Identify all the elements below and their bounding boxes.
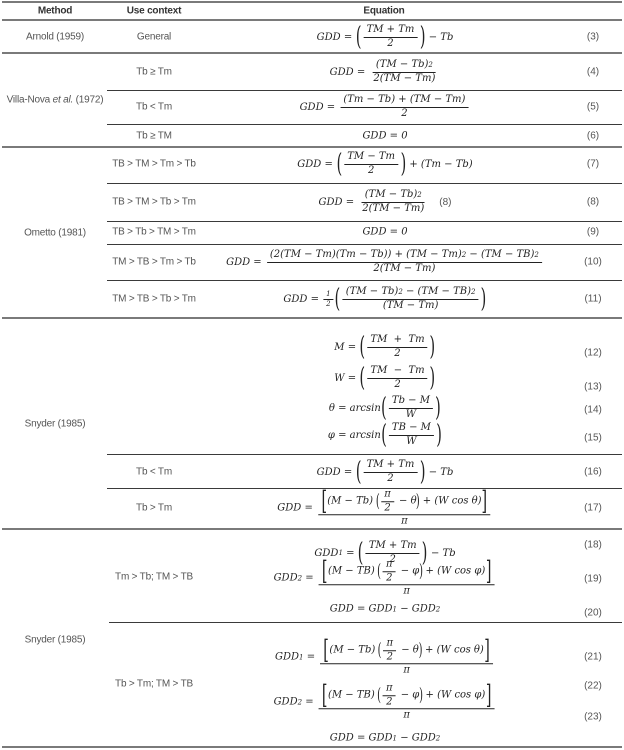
equation-number: (19) (584, 573, 602, 585)
math-text: π (385, 558, 393, 570)
equation (334, 365, 435, 391)
fraction-denominator (391, 348, 403, 361)
superscript: 2 (461, 250, 467, 259)
math-text: 2 (394, 347, 401, 359)
open-bracket: [ (321, 486, 327, 517)
equation-number: (9) (586, 226, 600, 238)
math-text: W (406, 435, 417, 447)
math-text: (M − TB) (327, 565, 378, 576)
use-context: Tb ≥ Tm (136, 66, 172, 78)
fraction (344, 151, 398, 177)
math-text: π (403, 709, 410, 721)
math-text: = (302, 572, 317, 584)
equation (226, 249, 544, 275)
math-text: TM + Tm (368, 540, 417, 551)
equation (297, 151, 472, 177)
open-bracket: ( (357, 538, 364, 568)
fraction (383, 637, 396, 663)
close-bracket: ) (480, 284, 487, 314)
fraction-numerator (381, 488, 394, 502)
math-text: 2 (386, 571, 393, 583)
math-text: − (TM − TB) (402, 286, 471, 297)
use-context: TM > TB > Tb > Tm (112, 293, 196, 305)
row-rule (2, 528, 622, 530)
equation-number: (22) (584, 680, 602, 692)
open-bracket: ( (336, 149, 342, 179)
subscript: 2 (435, 605, 441, 613)
math-text: 2 (401, 107, 408, 119)
math-text: = (303, 651, 319, 663)
math-text: φ = arcsin (327, 429, 381, 441)
fraction-numerator (383, 558, 396, 572)
math-text: 2 (389, 553, 396, 565)
row-rule (2, 317, 622, 319)
subrow-rule (109, 622, 622, 623)
math-text: 2(TM − Tm) (373, 262, 436, 274)
fraction-denominator (384, 473, 396, 486)
fraction-denominator (383, 572, 395, 585)
bracket-group (355, 459, 425, 485)
math-text: GDD (275, 651, 300, 663)
fraction (364, 24, 418, 50)
equation-number: (18) (584, 539, 602, 551)
equation (300, 94, 471, 120)
method-villa-nova-year: (1972) (73, 94, 104, 106)
bracket-group (359, 365, 435, 391)
bracket-group (335, 286, 487, 312)
math-text: TM + Tm (370, 334, 425, 345)
math-text: GDD = (329, 66, 369, 78)
equation-number: (5) (586, 101, 600, 113)
superscript: 2 (534, 250, 539, 259)
method-ometto: Ometto (1981) (24, 227, 86, 239)
math-text: TB − M (391, 422, 431, 433)
equation-number: (6) (586, 130, 600, 142)
fraction-numerator (343, 286, 479, 300)
fraction-denominator (323, 300, 333, 309)
open-bracket: ( (381, 420, 387, 450)
open-bracket: [ (323, 635, 330, 666)
fraction (389, 395, 433, 421)
math-text: TM + Tm (366, 24, 415, 35)
use-context: Tb < Tm (136, 101, 172, 113)
equation-number: (11) (584, 293, 602, 305)
math-text: TM − Tm (347, 151, 396, 162)
close-bracket: ) (418, 684, 423, 706)
bracket-group (322, 680, 492, 711)
superscript: 2 (428, 60, 433, 69)
row-rule (2, 146, 622, 148)
close-bracket: ) (429, 332, 436, 362)
math-text: 2(TM − Tm) (373, 72, 436, 84)
close-bracket: ) (416, 490, 421, 512)
header-rule (2, 19, 622, 21)
bracket-group (323, 635, 490, 666)
math-text: (2(TM − Tm)(Tm − Tb)) + (TM − Tm) (269, 249, 462, 260)
math-text: = (302, 696, 317, 708)
fraction-denominator (383, 696, 395, 709)
math-text: GDD = (316, 466, 356, 478)
use-context: Tb > Tm (136, 502, 172, 514)
table-bottom-rule (2, 746, 622, 748)
math-text: − Tb (425, 466, 454, 478)
equation (317, 459, 454, 485)
math-text: GDD (314, 547, 339, 559)
math-text: π (385, 682, 393, 694)
math-text: 2 (387, 472, 394, 484)
fraction-denominator (381, 502, 393, 515)
math-text: TM + Tm (366, 459, 415, 470)
math-text: (M − Tb) (329, 644, 379, 655)
math-text: − (TM − TB) (466, 249, 535, 260)
fraction (367, 365, 427, 391)
equation (334, 334, 435, 360)
math-text: π (386, 637, 394, 649)
equation-number: (8) (586, 196, 600, 208)
math-text: + (Tm − Tb) (406, 158, 473, 170)
fraction (364, 459, 418, 485)
method-snyder: Snyder (1985) (24, 634, 86, 646)
fraction-denominator (384, 651, 396, 664)
fraction (383, 558, 396, 584)
math-text: GDD = (277, 502, 317, 514)
fraction-denominator (403, 409, 419, 422)
math-text: (TM − Tb) (375, 59, 429, 70)
subrow-rule (107, 183, 622, 184)
superscript: 2 (398, 287, 403, 296)
open-bracket: ( (359, 363, 366, 393)
math-text: 1 (326, 289, 331, 298)
math-text: GDD (273, 696, 298, 708)
fraction-denominator (370, 73, 438, 86)
math-text: GDD = (226, 256, 265, 268)
math-text: (M − Tb) (327, 495, 377, 506)
open-bracket: [ (322, 556, 328, 587)
fraction-numerator (367, 334, 427, 348)
header-equation: Equation (363, 5, 405, 17)
math-text: π (384, 488, 391, 500)
open-bracket: ( (355, 22, 362, 52)
equation (275, 637, 495, 677)
math-text: + (W cos φ) (422, 565, 486, 576)
math-text: (TM − Tb) (345, 286, 399, 297)
math-text: − θ (398, 644, 419, 655)
math-text: − φ (397, 689, 420, 700)
subrow-rule (107, 454, 622, 455)
method-snyder: Snyder (1985) (24, 418, 86, 430)
math-text: − GDD (397, 603, 436, 615)
math-text: GDD (273, 572, 298, 584)
equation-number: (16) (584, 466, 602, 478)
fraction (267, 249, 542, 275)
math-text: 2 (386, 695, 393, 707)
math-text: GDD = 0 (362, 130, 408, 142)
equation-number: (4) (586, 66, 600, 78)
fraction-denominator (359, 203, 427, 216)
equation (329, 395, 441, 421)
bracket-group (321, 486, 488, 517)
equation (283, 286, 486, 312)
equation (274, 558, 497, 598)
equation-number: (15) (584, 432, 602, 444)
table-top-rule (2, 1, 622, 3)
math-text: W (405, 408, 417, 420)
bracket-group (381, 422, 442, 448)
math-text: (TM − Tm) (382, 299, 439, 311)
use-context: Tb > Tm; TM > TB (115, 678, 193, 690)
open-bracket: ( (377, 560, 382, 582)
subrow-rule (107, 90, 622, 91)
fraction (370, 59, 438, 85)
open-bracket: ( (377, 684, 382, 706)
math-text: TM − Tm (370, 365, 425, 376)
fraction-numerator (320, 637, 493, 664)
fraction-numerator (383, 637, 396, 651)
close-bracket: ] (484, 635, 490, 666)
fraction-numerator (267, 249, 542, 263)
fraction (383, 682, 396, 708)
math-text: + (W cos θ) (421, 644, 484, 655)
subscript: 2 (297, 574, 303, 582)
fraction-numerator (318, 488, 491, 515)
math-text: = (342, 547, 358, 559)
subscript: 1 (392, 605, 398, 613)
open-bracket: ( (334, 284, 341, 314)
fraction-numerator (319, 558, 495, 585)
math-text: 2 (367, 164, 375, 176)
math-text: 2 (384, 501, 391, 513)
header-use-context: Use context (126, 5, 182, 17)
subrow-rule (107, 244, 622, 245)
math-text: 2 (394, 378, 401, 390)
equation-number: (20) (584, 607, 602, 619)
method-villa-nova (7, 95, 104, 106)
use-context: General (136, 31, 172, 43)
close-bracket: ) (429, 363, 436, 393)
use-context: TB > TM > Tm > Tb (112, 158, 196, 170)
bracket-group (378, 637, 421, 663)
fraction (343, 286, 479, 312)
open-bracket: ( (359, 332, 366, 362)
close-bracket: ) (419, 457, 426, 487)
bracket-group (336, 151, 406, 177)
equation-number: (14) (584, 404, 602, 416)
equation (328, 422, 442, 448)
close-bracket: ) (421, 538, 428, 568)
math-text: 2 (387, 37, 394, 49)
equation (330, 733, 441, 744)
bracket-group (381, 395, 441, 421)
open-bracket: ( (355, 457, 362, 487)
equation (274, 682, 497, 722)
fraction-numerator (319, 682, 495, 709)
subscript: 1 (338, 549, 343, 557)
fraction-numerator (364, 24, 418, 38)
equation (362, 227, 407, 238)
fraction-numerator (344, 151, 398, 165)
math-text: (Tm − Tb) + (TM − Tm) (343, 94, 466, 105)
fraction (323, 290, 333, 309)
fraction (367, 334, 427, 360)
fraction-numerator (364, 459, 418, 473)
open-bracket: ( (381, 393, 387, 423)
close-bracket: ] (485, 556, 492, 587)
method-villa-nova-name: Villa-Nova (6, 94, 53, 106)
use-context: Tm > Tb; TM > TB (115, 571, 193, 583)
equation (319, 189, 452, 215)
bracket-group (322, 556, 492, 587)
math-text: θ = arcsin (328, 402, 381, 414)
fraction-numerator (366, 540, 420, 554)
header-method: Method (37, 5, 73, 17)
math-text: − φ (397, 565, 420, 576)
fraction (320, 637, 493, 677)
equation-number: (10) (584, 256, 602, 268)
close-bracket: ) (400, 149, 406, 179)
math-text: Tb − M (391, 395, 430, 406)
equation (277, 488, 492, 528)
close-bracket: ] (485, 680, 492, 711)
math-text: 2 (386, 650, 393, 662)
close-bracket: ] (481, 486, 488, 517)
fraction-denominator (398, 108, 410, 121)
bracket-group (355, 24, 425, 50)
equation (362, 131, 407, 142)
subscript: 1 (392, 734, 398, 742)
math-text: GDD = (316, 31, 356, 43)
bracket-group (378, 558, 422, 584)
math-text: GDD = (318, 196, 358, 208)
fraction-denominator (400, 709, 413, 722)
equation-number: (17) (584, 502, 602, 514)
close-bracket: ) (418, 639, 423, 661)
fraction (359, 189, 427, 215)
equation-number: (21) (584, 651, 602, 663)
fraction-numerator (362, 189, 425, 203)
equation (330, 604, 441, 615)
fraction-denominator (391, 379, 403, 392)
math-text: GDD = (283, 293, 323, 305)
math-text: − Tb (425, 31, 454, 43)
equation-number: (7) (586, 158, 600, 170)
math-text: 2(TM − Tm) (362, 202, 425, 214)
fraction-numerator (323, 290, 333, 300)
math-text: 2 (326, 299, 331, 308)
subscript: 2 (435, 734, 441, 742)
math-text: GDD = 0 (362, 226, 408, 238)
close-bracket: ) (419, 22, 426, 52)
equation (330, 59, 441, 85)
fraction-denominator (398, 515, 411, 528)
math-text: GDD = (297, 158, 337, 170)
fraction-denominator (400, 664, 413, 677)
equation-number: (23) (584, 711, 602, 723)
math-text: GDD = (299, 101, 339, 113)
method-arnold: Arnold (1959) (26, 31, 84, 43)
fraction (319, 558, 495, 598)
math-text: (M − TB) (327, 689, 378, 700)
open-bracket: [ (322, 680, 328, 711)
use-context: TB > Tb > TM > Tm (112, 226, 196, 238)
bracket-group (359, 334, 435, 360)
equation-number: (3) (586, 31, 600, 43)
fraction-numerator (373, 59, 436, 73)
fraction-numerator (389, 395, 433, 409)
fraction-denominator (370, 263, 438, 276)
fraction-numerator (389, 422, 434, 436)
method-villa-nova-etal: et al. (52, 94, 74, 106)
math-text: π (403, 585, 410, 597)
bracket-group (378, 682, 422, 708)
fraction-denominator (400, 585, 413, 598)
subrow-rule (107, 280, 622, 281)
math-text: GDD = GDD (329, 732, 393, 744)
fraction-numerator (383, 682, 396, 696)
superscript: 2 (417, 190, 422, 199)
math-text: GDD = GDD (329, 603, 393, 615)
math-text: M = (334, 341, 360, 353)
math-text: − Tb (427, 547, 456, 559)
close-bracket: ) (435, 393, 441, 423)
fraction-denominator (365, 165, 377, 178)
open-bracket: ( (378, 639, 382, 661)
row-rule (2, 52, 622, 54)
fraction (389, 422, 434, 448)
subrow-rule (107, 124, 622, 125)
fraction-denominator (403, 436, 419, 449)
math-text: + (W cos φ) (422, 689, 486, 700)
fraction (319, 682, 495, 722)
use-context: Tb < Tm (136, 466, 172, 478)
close-bracket: ) (418, 560, 423, 582)
use-context: TM > TB > Tm > Tb (112, 256, 196, 268)
math-text: π (403, 664, 410, 676)
superscript: 2 (470, 287, 476, 296)
close-bracket: ) (436, 420, 442, 450)
open-bracket: ( (375, 490, 380, 512)
math-text: π (401, 515, 408, 527)
use-context: Tb ≥ TM (136, 130, 172, 142)
math-text: − θ (395, 495, 417, 506)
subscript: 1 (299, 653, 304, 661)
use-context: TB > TM > Tb > Tm (112, 196, 196, 208)
inline-equation-number: (8) (439, 196, 452, 208)
fraction (381, 488, 394, 514)
math-text: (TM − Tb) (364, 189, 418, 200)
equation-number: (13) (584, 381, 602, 393)
fraction-numerator (367, 365, 427, 379)
bracket-group (376, 488, 419, 514)
subscript: 2 (297, 698, 303, 706)
equation-number: (12) (584, 347, 602, 359)
fraction (318, 488, 491, 528)
fraction (340, 94, 468, 120)
fraction-denominator (384, 38, 396, 51)
math-text: + (W cos θ) (419, 495, 482, 506)
equation (317, 24, 454, 50)
fraction-denominator (380, 300, 442, 313)
math-text: − GDD (397, 732, 436, 744)
fraction-numerator (340, 94, 468, 108)
subrow-rule (107, 221, 622, 222)
math-text: W = (334, 372, 360, 384)
